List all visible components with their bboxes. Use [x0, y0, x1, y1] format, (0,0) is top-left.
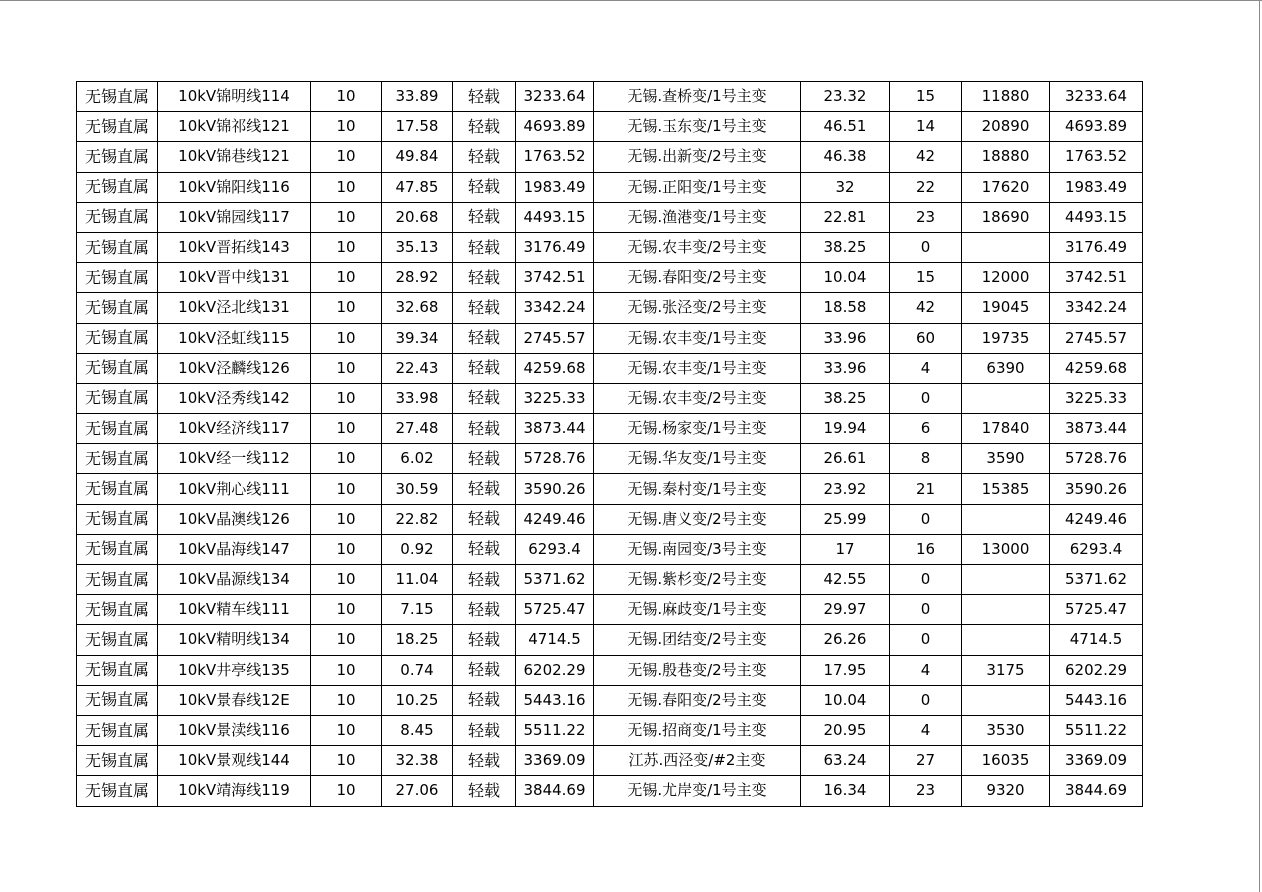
user-capacity-cell: 6390 — [962, 353, 1050, 383]
capacity-cell: 1763.52 — [516, 142, 594, 172]
load-status-cell: 轻载 — [453, 293, 516, 323]
table-row — [77, 625, 1143, 655]
load-status-cell: 轻载 — [453, 715, 516, 745]
transformer-cell: 无锡.华友变/1号主变 — [594, 444, 801, 474]
unit-cell: 无锡直属 — [77, 414, 158, 444]
transformer-load-cell: 26.61 — [801, 444, 890, 474]
capacity-cell: 3176.49 — [516, 232, 594, 262]
user-count-cell: 16 — [890, 534, 962, 564]
voltage-cell: 10 — [311, 383, 382, 413]
table-row — [77, 142, 1143, 172]
line-name-cell: 10kV泾北线131 — [158, 293, 311, 323]
table-row — [77, 565, 1143, 595]
user-capacity-cell: 9320 — [962, 776, 1050, 806]
table-row — [77, 112, 1143, 142]
transformer-cell: 无锡.唐义变/2号主变 — [594, 504, 801, 534]
line-name-cell: 10kV靖海线119 — [158, 776, 311, 806]
unit-cell: 无锡直属 — [77, 82, 158, 112]
voltage-cell: 10 — [311, 534, 382, 564]
load-status-cell: 轻载 — [453, 82, 516, 112]
unit-cell: 无锡直属 — [77, 353, 158, 383]
transformer-load-cell: 33.96 — [801, 323, 890, 353]
load-rate-cell: 39.34 — [382, 323, 453, 353]
unit-cell: 无锡直属 — [77, 112, 158, 142]
user-count-cell: 0 — [890, 565, 962, 595]
line-name-cell: 10kV晋中线131 — [158, 263, 311, 293]
transformer-load-cell: 63.24 — [801, 746, 890, 776]
user-capacity-cell — [962, 383, 1050, 413]
line-name-cell: 10kV经一线112 — [158, 444, 311, 474]
unit-cell: 无锡直属 — [77, 776, 158, 806]
table-row — [77, 82, 1143, 112]
transformer-load-cell: 38.25 — [801, 232, 890, 262]
voltage-cell: 10 — [311, 414, 382, 444]
user-capacity-cell: 3590 — [962, 444, 1050, 474]
user-count-cell: 0 — [890, 504, 962, 534]
load-rate-cell: 17.58 — [382, 112, 453, 142]
transformer-load-cell: 19.94 — [801, 414, 890, 444]
transformer-load-cell: 25.99 — [801, 504, 890, 534]
table-row — [77, 595, 1143, 625]
line-name-cell: 10kV晶澳线126 — [158, 504, 311, 534]
unit-cell: 无锡直属 — [77, 444, 158, 474]
load-rate-cell: 0.74 — [382, 655, 453, 685]
load-rate-cell: 49.84 — [382, 142, 453, 172]
transformer-cell: 无锡.杨家变/1号主变 — [594, 414, 801, 444]
load-rate-cell: 6.02 — [382, 444, 453, 474]
unit-cell: 无锡直属 — [77, 595, 158, 625]
table-row — [77, 715, 1143, 745]
available-capacity-cell: 5725.47 — [1050, 595, 1143, 625]
transformer-cell: 江苏.西泾变/#2主变 — [594, 746, 801, 776]
capacity-cell: 5511.22 — [516, 715, 594, 745]
available-capacity-cell: 3873.44 — [1050, 414, 1143, 444]
load-rate-cell: 30.59 — [382, 474, 453, 504]
available-capacity-cell: 3369.09 — [1050, 746, 1143, 776]
transformer-cell: 无锡.团结变/2号主变 — [594, 625, 801, 655]
user-count-cell: 0 — [890, 625, 962, 655]
available-capacity-cell: 4249.46 — [1050, 504, 1143, 534]
voltage-cell: 10 — [311, 504, 382, 534]
available-capacity-cell: 4259.68 — [1050, 353, 1143, 383]
load-status-cell: 轻载 — [453, 625, 516, 655]
voltage-cell: 10 — [311, 625, 382, 655]
table-row — [77, 746, 1143, 776]
user-count-cell: 4 — [890, 655, 962, 685]
transformer-load-cell: 10.04 — [801, 263, 890, 293]
user-count-cell: 0 — [890, 383, 962, 413]
available-capacity-cell: 6202.29 — [1050, 655, 1143, 685]
user-capacity-cell: 13000 — [962, 534, 1050, 564]
transformer-load-cell: 18.58 — [801, 293, 890, 323]
load-status-cell: 轻载 — [453, 444, 516, 474]
line-name-cell: 10kV锦明线114 — [158, 82, 311, 112]
transformer-cell: 无锡.招商变/1号主变 — [594, 715, 801, 745]
user-capacity-cell — [962, 232, 1050, 262]
capacity-cell: 6202.29 — [516, 655, 594, 685]
voltage-cell: 10 — [311, 293, 382, 323]
transformer-cell: 无锡.渔港变/1号主变 — [594, 202, 801, 232]
voltage-cell: 10 — [311, 112, 382, 142]
capacity-cell: 4259.68 — [516, 353, 594, 383]
available-capacity-cell: 3225.33 — [1050, 383, 1143, 413]
available-capacity-cell: 3342.24 — [1050, 293, 1143, 323]
unit-cell: 无锡直属 — [77, 685, 158, 715]
unit-cell: 无锡直属 — [77, 504, 158, 534]
line-name-cell: 10kV精车线111 — [158, 595, 311, 625]
available-capacity-cell: 4714.5 — [1050, 625, 1143, 655]
capacity-cell: 3225.33 — [516, 383, 594, 413]
capacity-cell: 3742.51 — [516, 263, 594, 293]
unit-cell: 无锡直属 — [77, 746, 158, 776]
user-capacity-cell: 20890 — [962, 112, 1050, 142]
capacity-cell: 4714.5 — [516, 625, 594, 655]
load-rate-cell: 47.85 — [382, 172, 453, 202]
unit-cell: 无锡直属 — [77, 172, 158, 202]
transformer-cell: 无锡.紫杉变/2号主变 — [594, 565, 801, 595]
capacity-cell: 3590.26 — [516, 474, 594, 504]
available-capacity-cell: 3844.69 — [1050, 776, 1143, 806]
voltage-cell: 10 — [311, 776, 382, 806]
load-status-cell: 轻载 — [453, 202, 516, 232]
line-name-cell: 10kV景春线12E — [158, 685, 311, 715]
transformer-cell: 无锡.张泾变/2号主变 — [594, 293, 801, 323]
capacity-cell: 4693.89 — [516, 112, 594, 142]
load-status-cell: 轻载 — [453, 232, 516, 262]
user-count-cell: 4 — [890, 353, 962, 383]
load-rate-cell: 18.25 — [382, 625, 453, 655]
user-count-cell: 14 — [890, 112, 962, 142]
transformer-load-cell: 26.26 — [801, 625, 890, 655]
unit-cell: 无锡直属 — [77, 142, 158, 172]
available-capacity-cell: 5511.22 — [1050, 715, 1143, 745]
unit-cell: 无锡直属 — [77, 323, 158, 353]
voltage-cell: 10 — [311, 202, 382, 232]
voltage-cell: 10 — [311, 323, 382, 353]
available-capacity-cell: 6293.4 — [1050, 534, 1143, 564]
load-rate-cell: 28.92 — [382, 263, 453, 293]
transformer-load-cell: 46.51 — [801, 112, 890, 142]
transformer-cell: 无锡.春阳变/2号主变 — [594, 263, 801, 293]
available-capacity-cell: 1763.52 — [1050, 142, 1143, 172]
table-row — [77, 534, 1143, 564]
load-status-cell: 轻载 — [453, 534, 516, 564]
user-capacity-cell: 12000 — [962, 263, 1050, 293]
table-row — [77, 232, 1143, 262]
transformer-cell: 无锡.农丰变/1号主变 — [594, 353, 801, 383]
load-status-cell: 轻载 — [453, 323, 516, 353]
capacity-cell: 5371.62 — [516, 565, 594, 595]
page-border-right — [1259, 0, 1260, 892]
user-count-cell: 42 — [890, 293, 962, 323]
transformer-load-cell: 29.97 — [801, 595, 890, 625]
line-name-cell: 10kV经济线117 — [158, 414, 311, 444]
unit-cell: 无锡直属 — [77, 263, 158, 293]
line-name-cell: 10kV荆心线111 — [158, 474, 311, 504]
load-status-cell: 轻载 — [453, 504, 516, 534]
table-row — [77, 655, 1143, 685]
load-rate-cell: 10.25 — [382, 685, 453, 715]
line-name-cell: 10kV晶海线147 — [158, 534, 311, 564]
user-count-cell: 15 — [890, 82, 962, 112]
transformer-load-cell: 32 — [801, 172, 890, 202]
line-name-cell: 10kV泾秀线142 — [158, 383, 311, 413]
user-capacity-cell: 18690 — [962, 202, 1050, 232]
line-name-cell: 10kV锦园线117 — [158, 202, 311, 232]
line-name-cell: 10kV晋拓线143 — [158, 232, 311, 262]
voltage-cell: 10 — [311, 444, 382, 474]
user-capacity-cell: 18880 — [962, 142, 1050, 172]
line-name-cell: 10kV锦巷线121 — [158, 142, 311, 172]
voltage-cell: 10 — [311, 474, 382, 504]
load-rate-cell: 35.13 — [382, 232, 453, 262]
available-capacity-cell: 3590.26 — [1050, 474, 1143, 504]
line-name-cell: 10kV景观线144 — [158, 746, 311, 776]
user-capacity-cell — [962, 565, 1050, 595]
available-capacity-cell: 5443.16 — [1050, 685, 1143, 715]
voltage-cell: 10 — [311, 595, 382, 625]
user-capacity-cell: 17840 — [962, 414, 1050, 444]
load-rate-cell: 7.15 — [382, 595, 453, 625]
load-status-cell: 轻载 — [453, 112, 516, 142]
load-status-cell: 轻载 — [453, 414, 516, 444]
available-capacity-cell: 4493.15 — [1050, 202, 1143, 232]
transformer-load-cell: 23.32 — [801, 82, 890, 112]
load-rate-cell: 22.43 — [382, 353, 453, 383]
transformer-cell: 无锡.殷巷变/2号主变 — [594, 655, 801, 685]
transformer-cell: 无锡.农丰变/2号主变 — [594, 383, 801, 413]
table-row — [77, 323, 1143, 353]
user-count-cell: 0 — [890, 232, 962, 262]
table-row — [77, 685, 1143, 715]
load-rate-cell: 32.68 — [382, 293, 453, 323]
load-status-cell: 轻载 — [453, 746, 516, 776]
table-row — [77, 474, 1143, 504]
load-status-cell: 轻载 — [453, 172, 516, 202]
user-count-cell: 23 — [890, 202, 962, 232]
transformer-cell: 无锡.麻歧变/1号主变 — [594, 595, 801, 625]
capacity-cell: 5443.16 — [516, 685, 594, 715]
capacity-cell: 3369.09 — [516, 746, 594, 776]
load-rate-cell: 33.98 — [382, 383, 453, 413]
user-capacity-cell: 17620 — [962, 172, 1050, 202]
unit-cell: 无锡直属 — [77, 534, 158, 564]
unit-cell: 无锡直属 — [77, 202, 158, 232]
user-capacity-cell: 3530 — [962, 715, 1050, 745]
transformer-cell: 无锡.正阳变/1号主变 — [594, 172, 801, 202]
available-capacity-cell: 3742.51 — [1050, 263, 1143, 293]
capacity-cell: 3844.69 — [516, 776, 594, 806]
user-capacity-cell: 15385 — [962, 474, 1050, 504]
transformer-cell: 无锡.农丰变/1号主变 — [594, 323, 801, 353]
user-capacity-cell: 19045 — [962, 293, 1050, 323]
user-capacity-cell — [962, 685, 1050, 715]
table-row — [77, 353, 1143, 383]
voltage-cell: 10 — [311, 172, 382, 202]
transformer-load-cell: 10.04 — [801, 685, 890, 715]
unit-cell: 无锡直属 — [77, 474, 158, 504]
capacity-cell: 4249.46 — [516, 504, 594, 534]
transformer-load-cell: 22.81 — [801, 202, 890, 232]
unit-cell: 无锡直属 — [77, 383, 158, 413]
transformer-cell: 无锡.出新变/2号主变 — [594, 142, 801, 172]
transformer-load-cell: 42.55 — [801, 565, 890, 595]
user-count-cell: 8 — [890, 444, 962, 474]
transformer-cell: 无锡.秦村变/1号主变 — [594, 474, 801, 504]
load-status-cell: 轻载 — [453, 263, 516, 293]
load-status-cell: 轻载 — [453, 776, 516, 806]
unit-cell: 无锡直属 — [77, 293, 158, 323]
table-row — [77, 444, 1143, 474]
user-count-cell: 22 — [890, 172, 962, 202]
available-capacity-cell: 3233.64 — [1050, 82, 1143, 112]
unit-cell: 无锡直属 — [77, 715, 158, 745]
available-capacity-cell: 1983.49 — [1050, 172, 1143, 202]
table-row — [77, 263, 1143, 293]
user-count-cell: 21 — [890, 474, 962, 504]
transformer-cell: 无锡.南园变/3号主变 — [594, 534, 801, 564]
transformer-load-cell: 38.25 — [801, 383, 890, 413]
capacity-cell: 5725.47 — [516, 595, 594, 625]
user-count-cell: 0 — [890, 595, 962, 625]
unit-cell: 无锡直属 — [77, 625, 158, 655]
voltage-cell: 10 — [311, 263, 382, 293]
user-capacity-cell: 3175 — [962, 655, 1050, 685]
load-rate-cell: 27.48 — [382, 414, 453, 444]
voltage-cell: 10 — [311, 746, 382, 776]
voltage-cell: 10 — [311, 655, 382, 685]
user-count-cell: 0 — [890, 685, 962, 715]
user-count-cell: 15 — [890, 263, 962, 293]
voltage-cell: 10 — [311, 142, 382, 172]
user-capacity-cell: 19735 — [962, 323, 1050, 353]
load-rate-cell: 0.92 — [382, 534, 453, 564]
transformer-load-cell: 46.38 — [801, 142, 890, 172]
user-capacity-cell: 11880 — [962, 82, 1050, 112]
line-name-cell: 10kV井亭线135 — [158, 655, 311, 685]
load-status-cell: 轻载 — [453, 353, 516, 383]
load-rate-cell: 27.06 — [382, 776, 453, 806]
transformer-load-cell: 20.95 — [801, 715, 890, 745]
transformer-cell: 无锡.玉东变/1号主变 — [594, 112, 801, 142]
load-status-cell: 轻载 — [453, 142, 516, 172]
page-border-top — [0, 0, 1262, 1]
capacity-cell: 4493.15 — [516, 202, 594, 232]
load-rate-cell: 20.68 — [382, 202, 453, 232]
capacity-cell: 5728.76 — [516, 444, 594, 474]
load-rate-cell: 11.04 — [382, 565, 453, 595]
load-rate-cell: 22.82 — [382, 504, 453, 534]
unit-cell: 无锡直属 — [77, 655, 158, 685]
capacity-cell: 3342.24 — [516, 293, 594, 323]
transformer-cell: 无锡.尤岸变/1号主变 — [594, 776, 801, 806]
transformer-cell: 无锡.春阳变/2号主变 — [594, 685, 801, 715]
capacity-cell: 3233.64 — [516, 82, 594, 112]
voltage-cell: 10 — [311, 353, 382, 383]
table-row — [77, 293, 1143, 323]
capacity-cell: 6293.4 — [516, 534, 594, 564]
capacity-cell: 2745.57 — [516, 323, 594, 353]
table-row — [77, 776, 1143, 806]
line-name-cell: 10kV泾虹线115 — [158, 323, 311, 353]
load-rate-cell: 32.38 — [382, 746, 453, 776]
available-capacity-cell: 4693.89 — [1050, 112, 1143, 142]
capacity-cell: 3873.44 — [516, 414, 594, 444]
table-row — [77, 202, 1143, 232]
load-rate-cell: 33.89 — [382, 82, 453, 112]
transformer-load-cell: 17 — [801, 534, 890, 564]
voltage-cell: 10 — [311, 82, 382, 112]
line-name-cell: 10kV精明线134 — [158, 625, 311, 655]
feeder-load-table — [76, 81, 1143, 807]
transformer-load-cell: 23.92 — [801, 474, 890, 504]
table-row — [77, 504, 1143, 534]
available-capacity-cell: 5371.62 — [1050, 565, 1143, 595]
user-count-cell: 27 — [890, 746, 962, 776]
line-name-cell: 10kV锦阳线116 — [158, 172, 311, 202]
available-capacity-cell: 3176.49 — [1050, 232, 1143, 262]
transformer-load-cell: 17.95 — [801, 655, 890, 685]
available-capacity-cell: 2745.57 — [1050, 323, 1143, 353]
voltage-cell: 10 — [311, 715, 382, 745]
table-row — [77, 172, 1143, 202]
user-capacity-cell: 16035 — [962, 746, 1050, 776]
user-count-cell: 6 — [890, 414, 962, 444]
unit-cell: 无锡直属 — [77, 232, 158, 262]
user-capacity-cell — [962, 504, 1050, 534]
load-status-cell: 轻载 — [453, 595, 516, 625]
load-status-cell: 轻载 — [453, 685, 516, 715]
load-status-cell: 轻载 — [453, 474, 516, 504]
transformer-cell: 无锡.农丰变/2号主变 — [594, 232, 801, 262]
user-count-cell: 60 — [890, 323, 962, 353]
load-rate-cell: 8.45 — [382, 715, 453, 745]
user-count-cell: 42 — [890, 142, 962, 172]
unit-cell: 无锡直属 — [77, 565, 158, 595]
user-count-cell: 4 — [890, 715, 962, 745]
available-capacity-cell: 5728.76 — [1050, 444, 1143, 474]
line-name-cell: 10kV锦祁线121 — [158, 112, 311, 142]
line-name-cell: 10kV景渎线116 — [158, 715, 311, 745]
user-count-cell: 23 — [890, 776, 962, 806]
capacity-cell: 1983.49 — [516, 172, 594, 202]
table-row — [77, 383, 1143, 413]
table-row — [77, 414, 1143, 444]
transformer-load-cell: 16.34 — [801, 776, 890, 806]
voltage-cell: 10 — [311, 685, 382, 715]
table-body — [77, 82, 1143, 807]
load-status-cell: 轻载 — [453, 383, 516, 413]
load-status-cell: 轻载 — [453, 655, 516, 685]
voltage-cell: 10 — [311, 232, 382, 262]
line-name-cell: 10kV泾麟线126 — [158, 353, 311, 383]
transformer-cell: 无锡.查桥变/1号主变 — [594, 82, 801, 112]
line-name-cell: 10kV晶源线134 — [158, 565, 311, 595]
transformer-load-cell: 33.96 — [801, 353, 890, 383]
user-capacity-cell — [962, 595, 1050, 625]
voltage-cell: 10 — [311, 565, 382, 595]
load-status-cell: 轻载 — [453, 565, 516, 595]
user-capacity-cell — [962, 625, 1050, 655]
